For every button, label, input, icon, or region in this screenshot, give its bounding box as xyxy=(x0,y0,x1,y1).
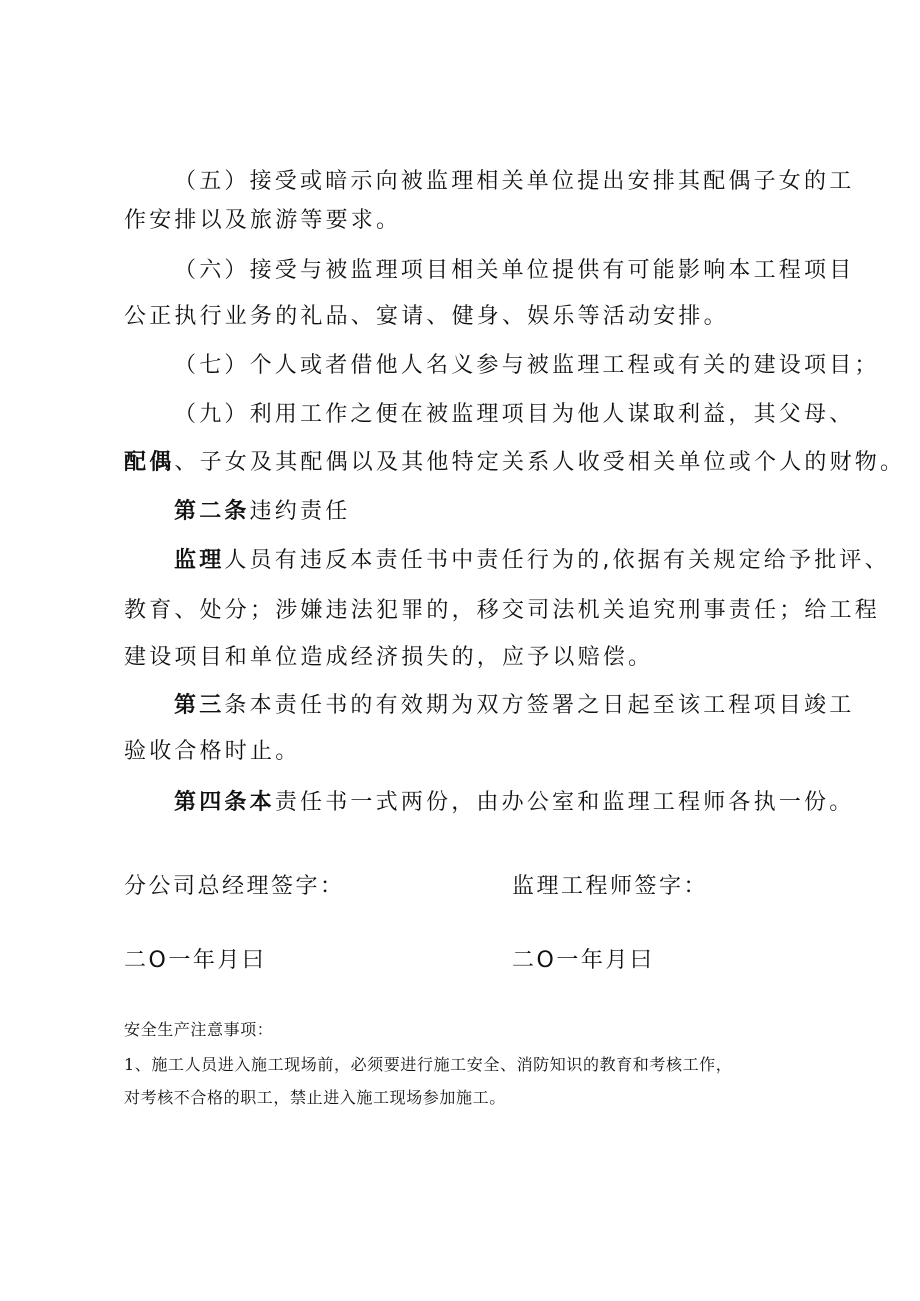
clause-9-line-1: （九）利用工作之便在被监理项目为他人谋取利益，其父母、 xyxy=(174,402,855,427)
article-2-title: 违约责任 xyxy=(249,499,351,524)
clause-5-line-2: 作安排以及旅游等要求。 xyxy=(124,208,402,233)
safety-note-1-line-1: 1、施工人员进入施工现场前，必须要进行施工安全、消防知识的教育和考核工作， xyxy=(124,1055,733,1074)
article-3-line-1-text: 条本责任书的有效期为双方签署之日起至该工程项目竣工 xyxy=(224,693,855,718)
clause-5-line-1: （五）接受或暗示向被监理相关单位提出安排其配偶子女的工 xyxy=(174,169,855,194)
signature-label-supervising-engineer: 监理工程师签字： xyxy=(512,874,709,899)
article-3-line-1 xyxy=(174,691,854,721)
article-2-para-line-3: 建设项目和单位造成经济损失的，应予以赔偿。 xyxy=(124,645,654,670)
clause-7-line-1: （七）个人或者借他人名义参与被监理工程或有关的建设项目； xyxy=(174,353,880,378)
clause-6-line-2: 公正执行业务的礼品、宴请、健身、娱乐等活动安排。 xyxy=(124,304,729,329)
safety-notes-title: 安全生产注意事项： xyxy=(124,1020,274,1039)
article-3-number: 第三 xyxy=(174,693,225,718)
clause-9-line-2-text: 、子女及其配偶以及其他特定关系人收受相关单位或个人的财物。 xyxy=(174,450,906,475)
article-4-number: 第四条本 xyxy=(174,790,275,815)
article-2-para-line-1-text: 人员有违反本责任书中责任行为的,依据有关规定给予批评、 xyxy=(224,548,890,573)
article-3-line-2: 验收合格时止。 xyxy=(124,739,301,764)
signature-label-general-manager: 分公司总经理签字： xyxy=(124,874,345,899)
article-4-text: 责任书一式两份，由办公室和监理工程师各执一份。 xyxy=(274,790,855,815)
article-2-para-line-1 xyxy=(174,546,890,576)
signature-date-left: 二O一年月曰 xyxy=(124,948,267,973)
article-4-line xyxy=(174,788,854,818)
article-2-bold-term: 监理 xyxy=(174,548,225,573)
article-2-para-line-2: 教育、处分；涉嫌违法犯罪的，移交司法机关追究刑事责任；给工程 xyxy=(124,598,881,623)
article-2-heading xyxy=(174,497,350,527)
clause-9-bold-term: 配偶 xyxy=(124,450,175,475)
clause-6-line-1: （六）接受与被监理项目相关单位提供有可能影响本工程项目 xyxy=(174,258,855,283)
clause-9-line-2 xyxy=(124,448,905,478)
safety-note-1-line-2: 对考核不合格的职工，禁止进入施工现场参加施工。 xyxy=(124,1088,506,1107)
article-2-number: 第二条 xyxy=(174,499,250,524)
signature-date-right: 二O一年月曰 xyxy=(512,948,655,973)
